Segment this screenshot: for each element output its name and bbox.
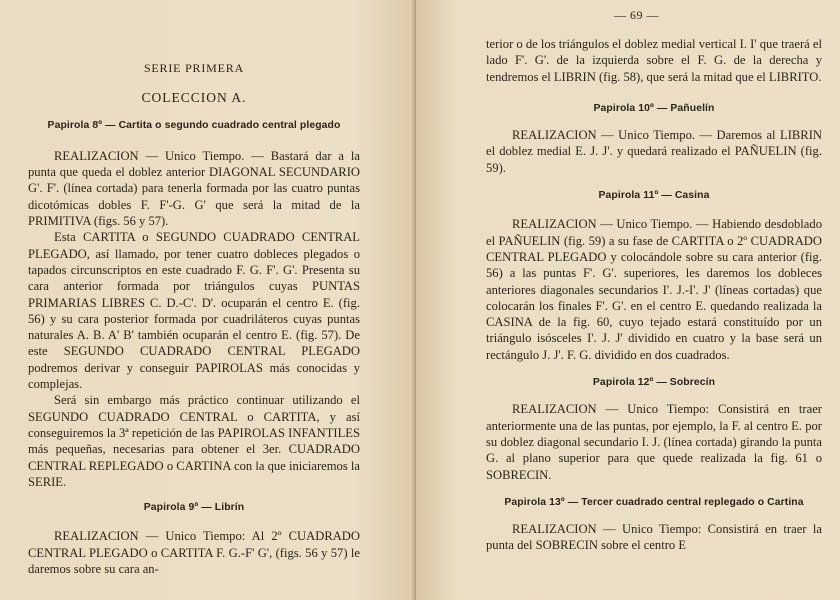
section-heading-papirola-12: Papirola 12º — Sobrecín xyxy=(592,377,716,389)
paragraph: REALIZACION — Unico Tiempo. — Daremos al LIBRIN el doblez medial E. J. J'. y quedará realizado el PAÑUELIN (fig. 59). xyxy=(486,128,822,175)
left-page xyxy=(0,0,416,600)
section-heading-papirola-11: Papirola 11º — Casina xyxy=(598,190,710,202)
paragraph: Será sin embargo más práctico continuar utilizando el SEGUNDO CUADRADO CENTRAL o CARTITA, y así conseguiremos la 3ª repetición de las PAPIROLAS INFANTILES más pequeñas, necesarias para obtener el 3er. CUADRADO CENTRAL REPLEGADO o CARTINA con la que iniciaremos la SERIE. xyxy=(28,393,360,489)
collection-heading: COLECCION A. xyxy=(141,90,247,106)
section-heading-papirola-9: Papirola 9º — Librín xyxy=(143,502,245,514)
series-heading: SERIE PRIMERA xyxy=(143,61,245,75)
page-number: — 69 — xyxy=(614,8,659,22)
section-heading-papirola-10: Papirola 10º — Pañuelín xyxy=(593,102,715,114)
paragraph: REALIZACION — Unico Tiempo: Consistirá en traer anteriormente una de las puntas, por ejemplo, la F. al centro E. por su doblez diagonal secundario I. J. (línea cortada) girando la punta G. al plano superior para que quede realizada la fig. 61 o SOBRECIN. xyxy=(486,402,822,482)
paragraph: REALIZACION — Unico Tiempo. — Habiendo desdoblado el PAÑUELIN (fig. 59) a su fase de CARTITA o 2º CUADRADO CENTRAL PLEGADO y colocándole sobre su cara anterior (fig. 56) a las puntas F'. G'. superiores, les daremos los dobleces anteriores diagonales secundarios I'. J.-I'. J' (líneas cortadas) que colocarán los finales F'. G'. en el centro E. quedando realizada la CASINA de la fig. 60, cuyo tejado estará constituído por un triángulo isósceles I'. J. J' dividido en cuatro y la base será un rectángulo J. J'. F. G. dividido en dos cuadrados. xyxy=(486,217,822,362)
section-heading-papirola-8: Papirola 8º — Cartita o segundo cuadrado central plegado xyxy=(47,119,341,131)
paragraph: REALIZACION — Unico Tiempo: Consistirá en traer la punta del SOBRECIN sobre el centro E xyxy=(486,522,822,553)
paragraph: terior o de los triángulos el doblez medial vertical I. I' que traerá el lado F'. G'. de la izquierda sobre el F. G. de la derecha y tendremos el LIBRIN (fig. 58), que será la mitad que el LIBRITO. xyxy=(486,37,822,84)
paragraph: REALIZACION — Unico Tiempo: Al 2º CUADRADO CENTRAL PLEGADO o CARTITA F. G.-F' G', (figs. 56 y 57) le daremos sobre su cara an- xyxy=(28,529,360,577)
left-page-text xyxy=(28,60,360,577)
right-page-text xyxy=(486,36,822,554)
section-heading-papirola-13: Papirola 13º — Tercer cuadrado central replegado o Cartina xyxy=(504,496,804,508)
paragraph: REALIZACION — Unico Tiempo. — Bastará dar a la punta que queda el doblez anterior DIAGONAL SECUNDARIO G'. F'. (línea cortada) para tenerla formada por las cuatro puntas dicotómicas dobles F. F'-G. G' que será la mitad de la PRIMITIVA (figs. 56 y 57). xyxy=(28,148,360,229)
paragraph: Esta CARTITA o SEGUNDO CUADRADO CENTRAL PLEGADO, así llamado, por tener cuatro dobleces plegados o tapados circunscriptos en este cuadrado F. G. F'. G'. Presenta su cara anterior formada por triángulos cuyas PUNTAS PRIMARIAS LIBRES C. D.-C'. D'. ocuparán el centro E. (fig. 56) y su cara posterior formada por cuadriláteros cuyas puntas naturales A. B. A' B' también ocuparán el centro E. (fig. 57). De este SEGUNDO CUADRADO CENTRAL PLEGADO podremos derivar y conseguir PAPIROLAS más conocidas y complejas. xyxy=(28,230,360,392)
right-page xyxy=(416,0,840,600)
